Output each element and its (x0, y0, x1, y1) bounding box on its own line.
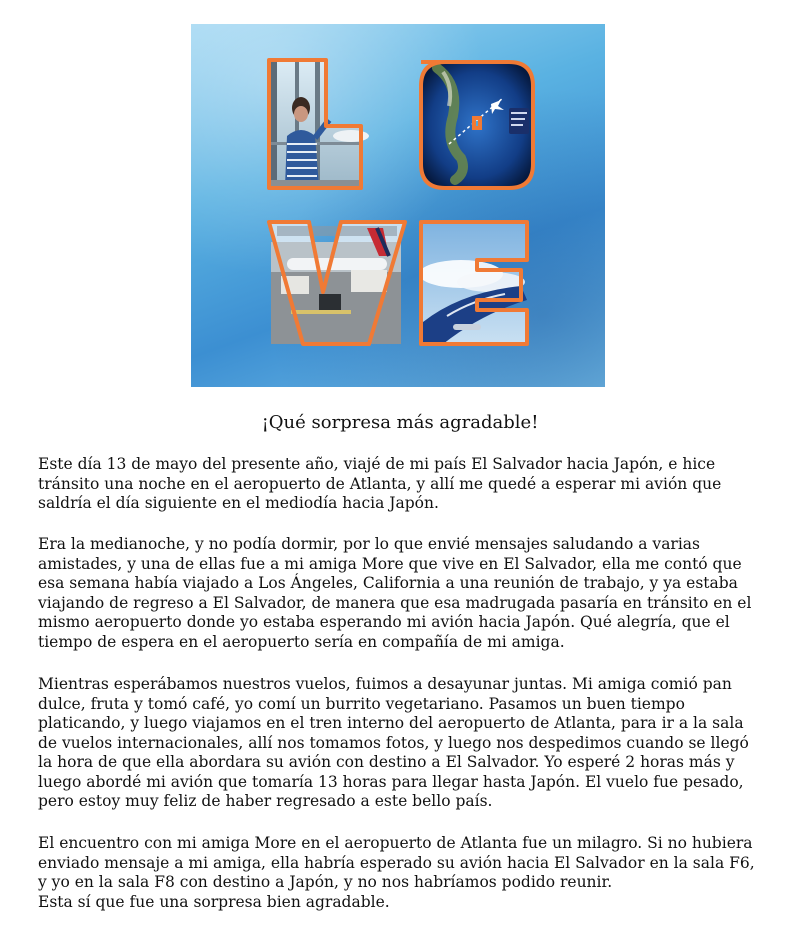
paragraph-4-text: El encuentro con mi amiga More en el aeropuerto de Atlanta fue un milagro. Si no hubiera enviado mensaje a mi amiga, ella habría esperado su avión hacia El Salvador en la sala F6, y yo en la sala F8 con destino a Japón, y no nos habríamos podido reunir. (38, 834, 755, 891)
letter-v-photo (269, 222, 405, 344)
article-title: ¡Qué sorpresa más agradable! (261, 412, 539, 433)
love-photo-collage (191, 24, 605, 387)
letter-o-photo (421, 62, 533, 188)
paragraph-2: Era la medianoche, y no podía dormir, por lo que envié mensajes saludando a varias amistades, y una de ellas fue a mi amiga More que vive en El Salvador, ella me contó que esa semana había viajado a Los Ángeles, California a una reunión de trabajo, y ya estaba viajando de regreso a El Salvador, de manera que esa madrugada pasaría en tránsito en el mismo aeropuerto donde yo estaba esperando mi avión hacia Japón. Qué alegría, que el tiempo de espera en el aeropuerto sería en compañía de mi amiga. (38, 535, 752, 651)
letter-e-photo (419, 222, 527, 344)
letter-l-photo (269, 60, 369, 188)
paragraph-1: Este día 13 de mayo del presente año, viajé de mi país El Salvador hacia Japón, e hice tránsito una noche en el aeropuerto de Atlanta, y allí me quedé a esperar mi avión que saldría el día siguiente en el mediodía hacia Japón. (38, 455, 722, 512)
paragraph-4 (38, 834, 766, 912)
closing-line: Esta sí que fue una sorpresa bien agradable. (38, 892, 390, 911)
paragraph-3: Mientras esperábamos nuestros vuelos, fuimos a desayunar juntas. Mi amiga comió pan dulce, fruta y tomó café, yo comí un burrito vegetariano. Pasamos un buen tiempo platicando, y luego viajamos en el tren interno del aeropuerto de Atlanta, para ir a la sala de vuelos internacionales, allí nos tomamos fotos, y luego nos despedimos cuando se llegó la hora de que ella abordara su avión con destino a El Salvador. Yo esperé 2 horas más y luego abordé mi avión que tomaría 13 horas para llegar hasta Japón. El vuelo fue pesado, pero estoy muy feliz de haber regresado a este bello país. (38, 675, 749, 810)
